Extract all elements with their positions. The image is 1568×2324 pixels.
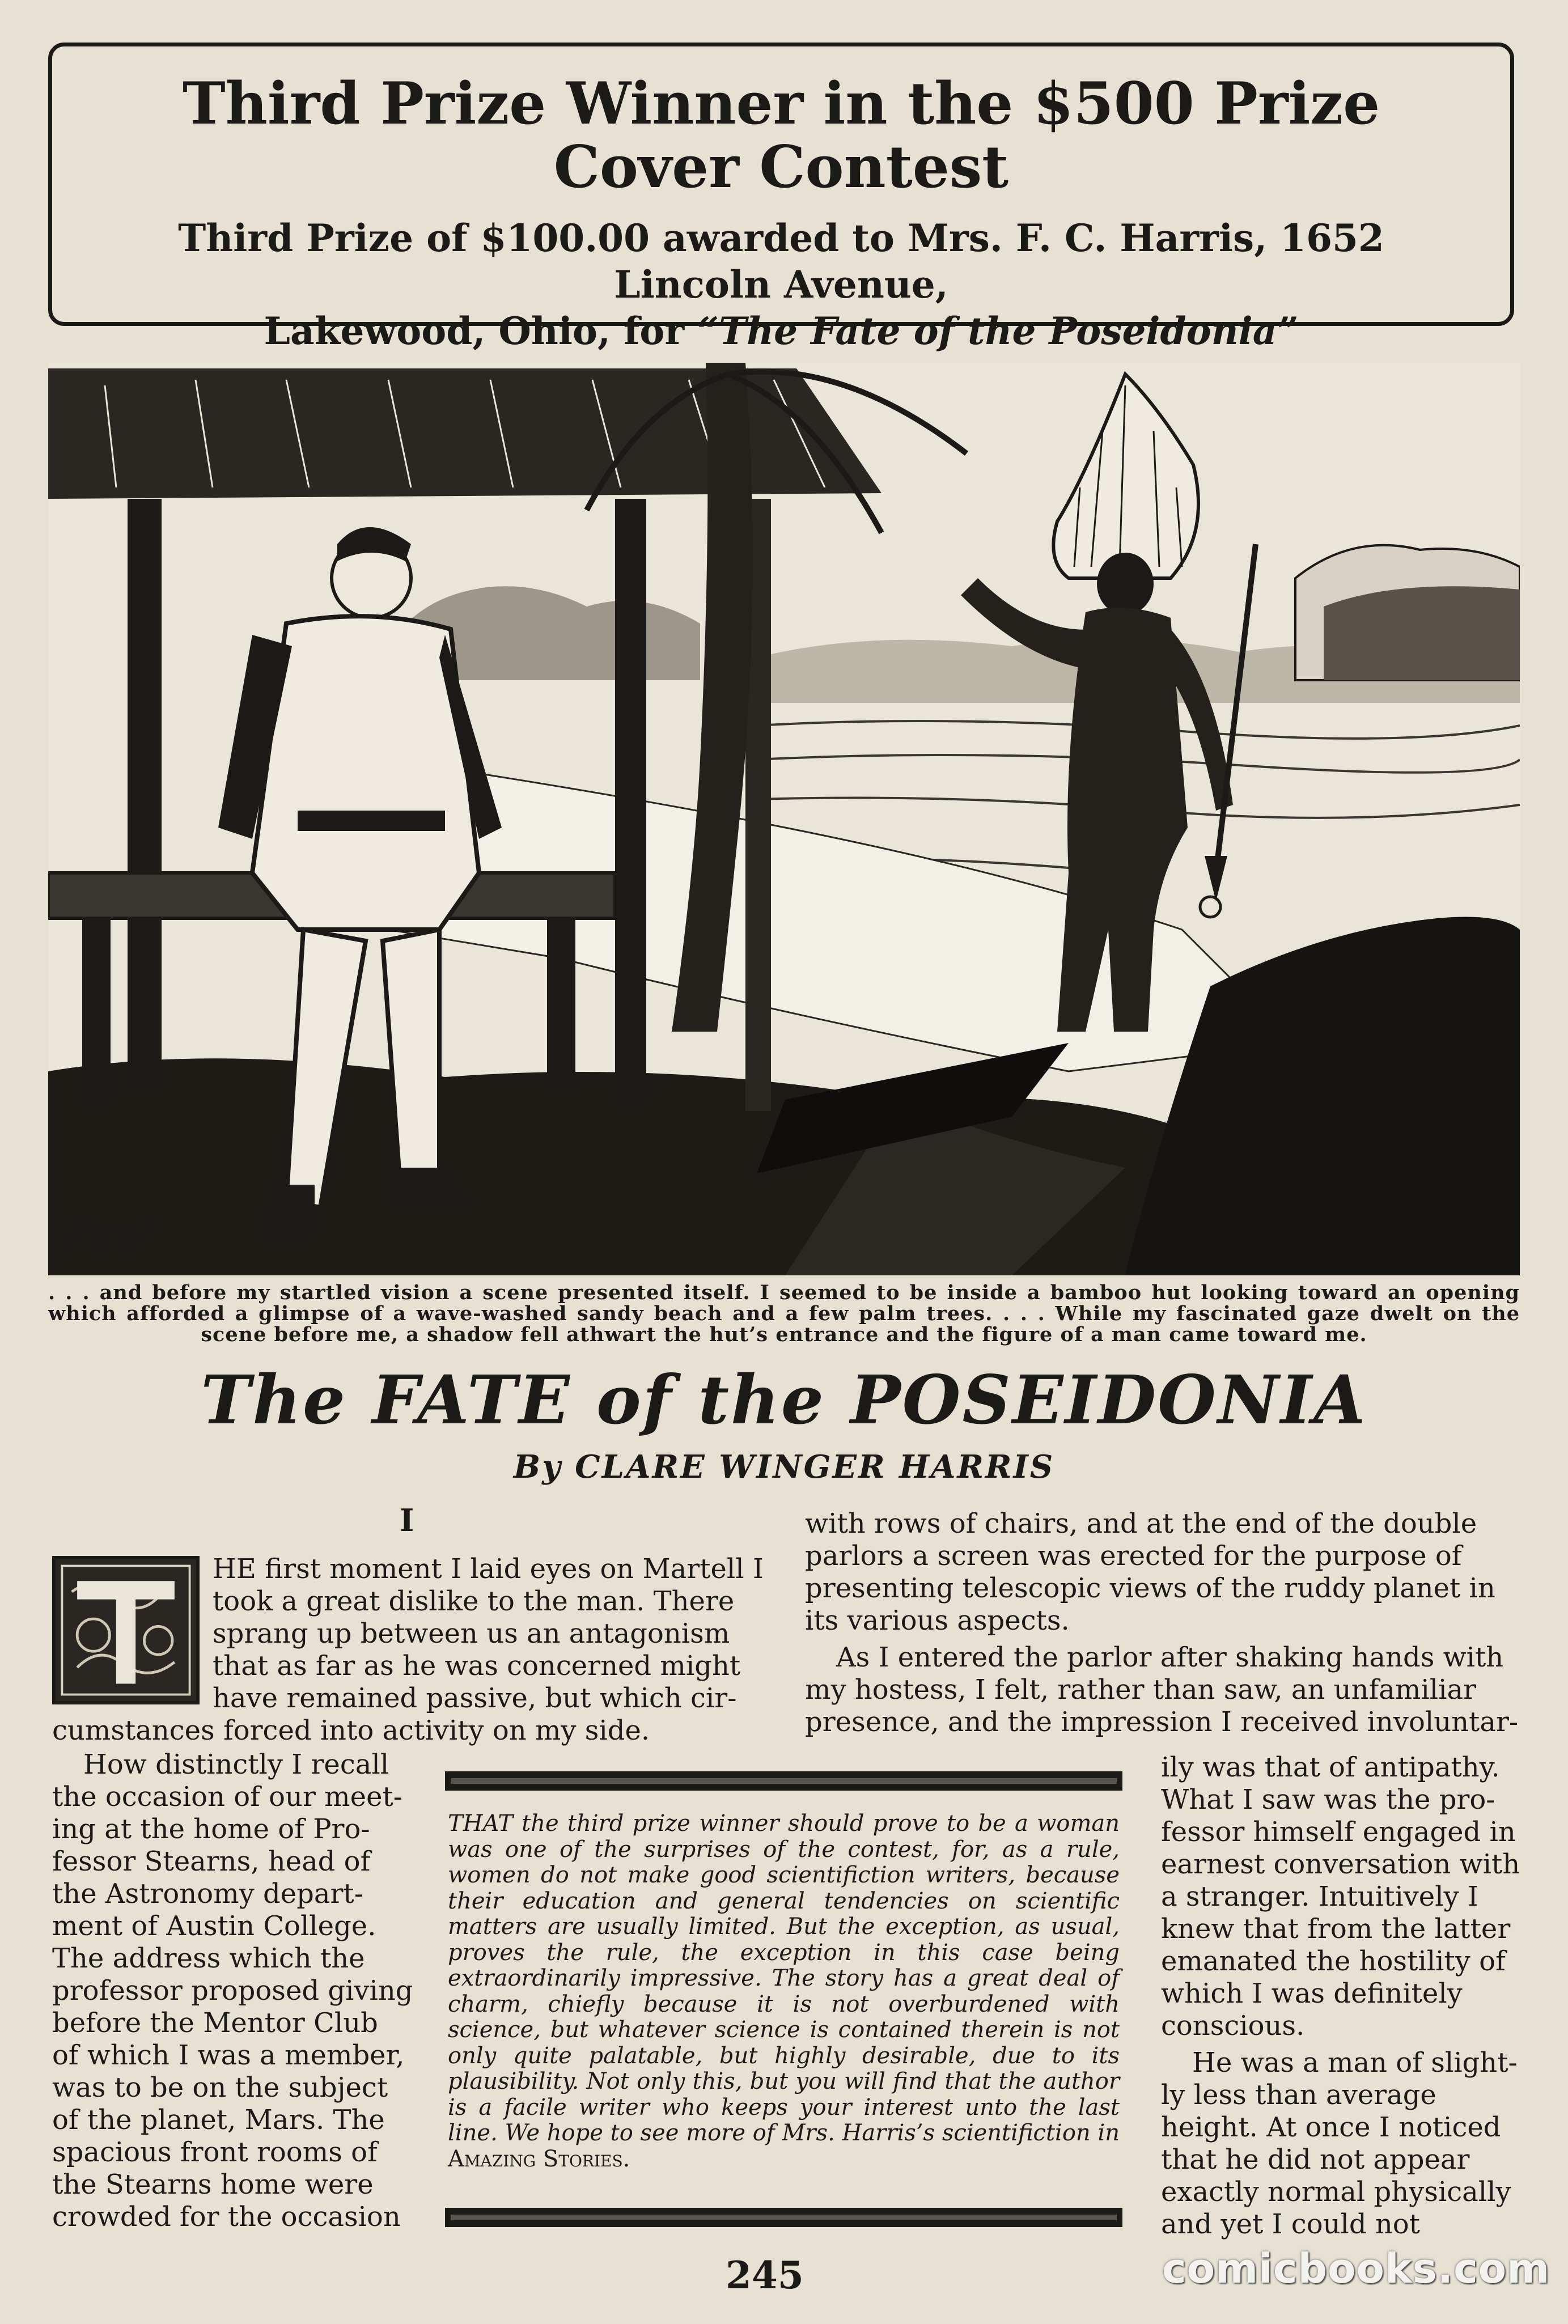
text-line: the occasion of our meet- bbox=[52, 1781, 402, 1813]
drop-cap-ornament bbox=[52, 1556, 200, 1704]
text-line: professor proposed giving bbox=[52, 1975, 413, 2007]
prize-location: Lakewood, Ohio, for bbox=[264, 309, 698, 353]
column1-opening bbox=[213, 1553, 764, 1715]
text-line: earnest conversation with bbox=[1161, 1848, 1520, 1880]
story-title: The FATE of the POSEIDONIA bbox=[201, 1360, 1367, 1439]
page-number: 245 bbox=[726, 2253, 804, 2297]
text-line: have remained passive, but which cir- bbox=[213, 1682, 737, 1714]
text-line: presenting telescopic views of the ruddy planet in bbox=[805, 1572, 1495, 1604]
column2-opening bbox=[805, 1508, 1519, 1738]
text-line: of the planet, Mars. The bbox=[52, 2104, 385, 2136]
editor-note bbox=[448, 1811, 1120, 2172]
text-line: HE first moment I laid eyes on Martell I bbox=[213, 1553, 764, 1585]
text-line: a stranger. Intuitively I bbox=[1161, 1881, 1478, 1912]
text-line: the Stearns home were bbox=[52, 2169, 374, 2200]
column2-body bbox=[1161, 1752, 1521, 2241]
text-line: of which I was a member, bbox=[52, 2039, 405, 2071]
contest-header-box bbox=[48, 43, 1514, 353]
contest-header-title: Third Prize Winner in the $500 Prize Cover Contest bbox=[182, 70, 1380, 201]
editor-note-rule-bottom bbox=[445, 2208, 1122, 2227]
prize-story-title: “The Fate of the Poseidonia” bbox=[697, 309, 1299, 353]
section-number: I bbox=[400, 1502, 414, 1538]
text-line: height. At once I noticed bbox=[1161, 2111, 1501, 2143]
text-line: spacious front rooms of bbox=[52, 2136, 378, 2168]
text-line: knew that from the latter bbox=[1161, 1913, 1511, 1945]
text-line: He was a man of slight- bbox=[1192, 2047, 1518, 2079]
text-line: its various aspects. bbox=[805, 1605, 1070, 1636]
contest-header-subtitle bbox=[98, 215, 1465, 354]
text-line: before the Mentor Club bbox=[52, 2007, 378, 2039]
text-line: exactly normal physically bbox=[1161, 2176, 1511, 2208]
editor-note-rule-top bbox=[445, 1771, 1122, 1791]
text-line: The address which the bbox=[52, 1943, 365, 1974]
text-line: emanated the hostility of bbox=[1161, 1945, 1506, 1977]
text-line: What I saw was the pro- bbox=[1161, 1784, 1495, 1816]
column1-body bbox=[52, 1749, 413, 2233]
text-line: ment of Austin College. bbox=[52, 1910, 376, 1942]
text-line: fessor himself engaged in bbox=[1161, 1816, 1516, 1848]
magazine-name: Amazing Stories. bbox=[448, 2145, 630, 2172]
text-line: sprang up between us an antagonism bbox=[213, 1618, 730, 1649]
text-line: ily was that of antipathy. bbox=[1161, 1752, 1500, 1783]
text-line: presence, and the impression I received involuntar- bbox=[805, 1706, 1519, 1738]
text-line: crowded for the occasion bbox=[52, 2201, 401, 2233]
text-line: ly less than average bbox=[1161, 2079, 1436, 2111]
site-watermark: comicbooks.com bbox=[1162, 2245, 1550, 2292]
text-line: the Astronomy depart- bbox=[52, 1878, 363, 1910]
editor-note-text: THAT the third prize winner should prove to be a woman was one of the surprises of the contest, for, as a rule, women do not make good scientifiction writers, because their education and general tendencies on scientific matters are usually limited. But the exception, as usual, proves the rule, the exception in this case being extraordinarily impressive. The story has a great deal of charm, chiefly because it is not overburdened with science, but whatever science is contained therein is not only quite palatable, but highly desirable, due to its plausibility. Not only this, but you will find that the author is a facile writer who keeps your interest unto the last line. We hope to see more of Mrs. Harris’s scientifiction in bbox=[448, 1810, 1120, 2146]
illustration-caption: . . . and before my startled vision a scene presented itself. I seemed to be inside a bamboo hut looking toward an opening which afforded a glimpse of a wave-washed sandy beach and a few palm trees. . . . While my fascinated gaze dwelt on the scene before me, a shadow fell athwart the hut’s entrance and the figure of a man came toward me. bbox=[48, 1281, 1520, 1346]
text-line: As I entered the parlor after shaking hands with bbox=[836, 1642, 1504, 1673]
text-line: How distinctly I recall bbox=[83, 1749, 389, 1780]
text-line: was to be on the subject bbox=[52, 2072, 388, 2104]
story-byline: By CLARE WINGER HARRIS bbox=[513, 1448, 1055, 1486]
text-line: took a great dislike to the man. There bbox=[213, 1585, 735, 1617]
text-line: parlors a screen was erected for the purpose of bbox=[805, 1540, 1462, 1572]
text-line: and yet I could not bbox=[1161, 2208, 1420, 2240]
text-line: with rows of chairs, and at the end of the double bbox=[805, 1508, 1477, 1540]
story-illustration bbox=[48, 363, 1520, 1275]
text-line: that as far as he was concerned might bbox=[213, 1650, 741, 1682]
text-line: cumstances forced into activity on my side. bbox=[52, 1715, 650, 1746]
artist-signature: Paul bbox=[65, 1210, 152, 1257]
text-line: conscious. bbox=[1161, 2010, 1305, 2042]
prize-line: Third Prize of $100.00 awarded to Mrs. F. C. Harris, 1652 Lincoln Avenue, bbox=[178, 216, 1384, 307]
text-line: fessor Stearns, head of bbox=[52, 1846, 371, 1877]
text-line: my hostess, I felt, rather than saw, an unfamiliar bbox=[805, 1674, 1477, 1706]
text-line: which I was definitely bbox=[1161, 1978, 1463, 2009]
text-line: that he did not appear bbox=[1161, 2144, 1470, 2175]
text-line: ing at the home of Pro- bbox=[52, 1813, 370, 1845]
